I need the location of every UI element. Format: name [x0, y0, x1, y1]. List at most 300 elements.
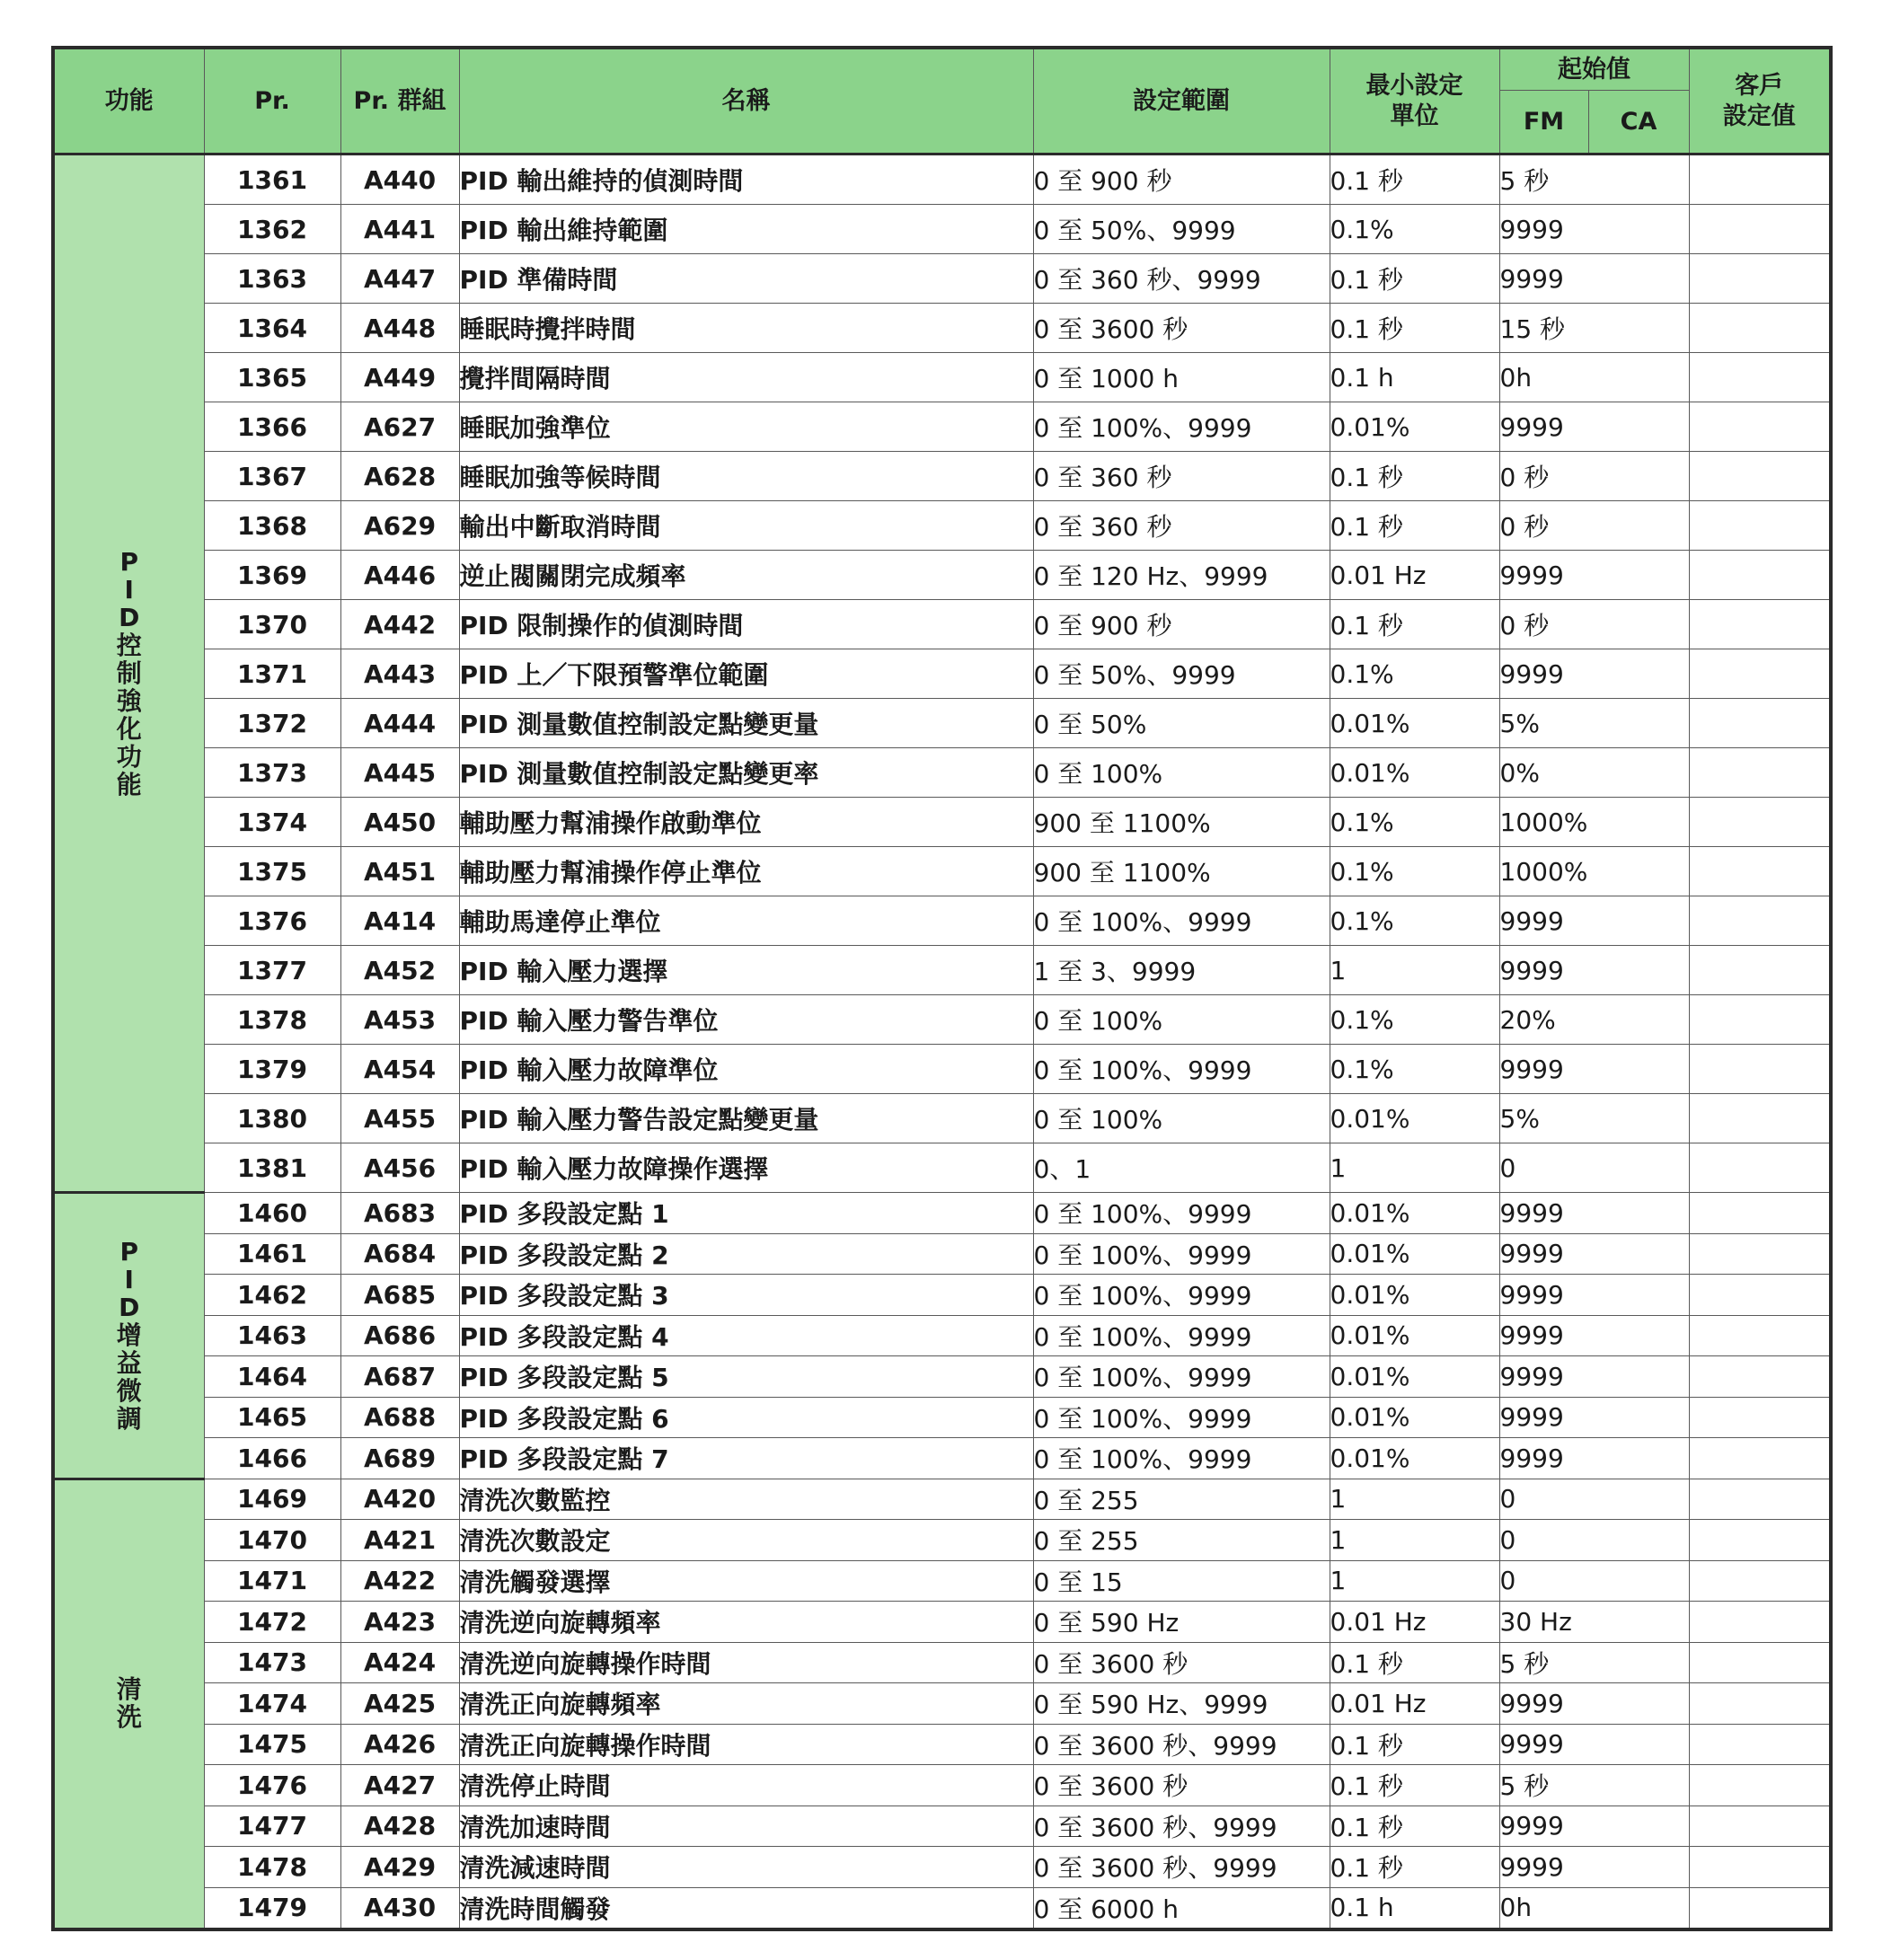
initial-cell: 0 秒 [1499, 501, 1689, 551]
group-cell: A451 [340, 847, 459, 896]
name-cell: 睡眠加強等候時間 [459, 452, 1033, 501]
group-cell: A686 [340, 1315, 459, 1356]
header-min-unit-line2: 單位 [1390, 102, 1439, 130]
table-row [53, 1887, 1831, 1929]
group-cell: A420 [340, 1479, 459, 1520]
unit-cell: 0.01% [1330, 1094, 1499, 1143]
customer-setting-cell[interactable] [1689, 1887, 1831, 1929]
range-cell: 0 至 100% [1033, 748, 1330, 798]
unit-cell: 0.1 秒 [1330, 452, 1499, 501]
table-row [53, 649, 1831, 699]
customer-setting-cell[interactable] [1689, 452, 1831, 501]
table-row [53, 254, 1831, 304]
initial-cell: 9999 [1499, 1045, 1689, 1094]
initial-cell: 9999 [1499, 1233, 1689, 1275]
table-row [53, 946, 1831, 995]
parameter-table [51, 46, 1833, 1931]
header-initial: 起始值 [1499, 48, 1689, 91]
pr-cell: 1474 [204, 1683, 340, 1725]
range-cell: 0 至 3600 秒、9999 [1033, 1805, 1330, 1847]
table-row [53, 798, 1831, 847]
range-cell: 0 至 50%、9999 [1033, 205, 1330, 254]
group-cell: A628 [340, 452, 459, 501]
header-min-unit [1330, 48, 1499, 155]
unit-cell: 0.1 秒 [1330, 304, 1499, 353]
unit-cell: 0.01% [1330, 1356, 1499, 1398]
customer-setting-cell[interactable] [1689, 1560, 1831, 1602]
customer-setting-cell[interactable] [1689, 1479, 1831, 1520]
table-row [53, 1560, 1831, 1602]
unit-cell: 0.01% [1330, 1397, 1499, 1438]
range-cell: 900 至 1100% [1033, 847, 1330, 896]
table-row [53, 1193, 1831, 1234]
group-cell: A446 [340, 551, 459, 600]
name-cell: PID 多段設定點 6 [459, 1397, 1033, 1438]
name-cell: 攪拌間隔時間 [459, 353, 1033, 402]
group-cell: A442 [340, 600, 459, 649]
customer-setting-cell[interactable] [1689, 1315, 1831, 1356]
name-cell: 輔助壓力幫浦操作啟動準位 [459, 798, 1033, 847]
group-cell: A443 [340, 649, 459, 699]
table-row [53, 995, 1831, 1045]
header-customer [1689, 48, 1831, 155]
table-row [53, 1143, 1831, 1193]
customer-setting-cell[interactable] [1689, 649, 1831, 699]
range-cell: 0 至 360 秒、9999 [1033, 254, 1330, 304]
group-cell: A448 [340, 304, 459, 353]
table-row [53, 1275, 1831, 1316]
group-cell: A684 [340, 1233, 459, 1275]
range-cell: 0 至 360 秒 [1033, 452, 1330, 501]
customer-setting-cell[interactable] [1689, 1193, 1831, 1234]
initial-cell: 9999 [1499, 1193, 1689, 1234]
header-customer-line2: 設定值 [1722, 102, 1796, 130]
unit-cell: 0.01% [1330, 1193, 1499, 1234]
table-row [53, 1602, 1831, 1643]
name-cell: PID 多段設定點 1 [459, 1193, 1033, 1234]
pr-cell: 1361 [204, 155, 340, 205]
table-header [53, 48, 1831, 155]
name-cell: 清洗觸發選擇 [459, 1560, 1033, 1602]
unit-cell: 0.1% [1330, 896, 1499, 946]
table-row [53, 1438, 1831, 1479]
unit-cell: 1 [1330, 1479, 1499, 1520]
range-cell: 0 至 50%、9999 [1033, 649, 1330, 699]
range-cell: 0、1 [1033, 1143, 1330, 1193]
unit-cell: 0.01% [1330, 699, 1499, 748]
initial-cell: 5 秒 [1499, 1765, 1689, 1806]
initial-cell: 20% [1499, 995, 1689, 1045]
range-cell: 0 至 100%、9999 [1033, 402, 1330, 452]
initial-cell: 0 [1499, 1560, 1689, 1602]
pr-cell: 1379 [204, 1045, 340, 1094]
customer-setting-cell[interactable] [1689, 353, 1831, 402]
pr-cell: 1380 [204, 1094, 340, 1143]
customer-setting-cell[interactable] [1689, 1602, 1831, 1643]
group-cell: A683 [340, 1193, 459, 1234]
customer-setting-cell[interactable] [1689, 1275, 1831, 1316]
pr-cell: 1477 [204, 1805, 340, 1847]
initial-cell: 9999 [1499, 1275, 1689, 1316]
pr-cell: 1373 [204, 748, 340, 798]
initial-cell: 0 [1499, 1520, 1689, 1561]
pr-cell: 1469 [204, 1479, 340, 1520]
name-cell: 清洗正向旋轉頻率 [459, 1683, 1033, 1725]
unit-cell: 1 [1330, 1520, 1499, 1561]
group-cell: A629 [340, 501, 459, 551]
initial-cell: 0 [1499, 1143, 1689, 1193]
table-row [53, 1479, 1831, 1520]
section-pid-gain [53, 1193, 1831, 1479]
group-cell: A445 [340, 748, 459, 798]
range-cell: 0 至 3600 秒 [1033, 304, 1330, 353]
group-cell: A689 [340, 1438, 459, 1479]
initial-cell: 9999 [1499, 946, 1689, 995]
initial-cell: 5 秒 [1499, 155, 1689, 205]
range-cell: 0 至 3600 秒 [1033, 1765, 1330, 1806]
name-cell: PID 多段設定點 4 [459, 1315, 1033, 1356]
range-cell: 0 至 3600 秒、9999 [1033, 1847, 1330, 1888]
unit-cell: 0.1 秒 [1330, 1847, 1499, 1888]
section-label-text: PID 控制強化功能 [116, 546, 142, 799]
unit-cell: 0.1 秒 [1330, 1724, 1499, 1765]
customer-setting-cell[interactable] [1689, 402, 1831, 452]
table-row [53, 1397, 1831, 1438]
initial-cell: 9999 [1499, 205, 1689, 254]
range-cell: 0 至 360 秒 [1033, 501, 1330, 551]
table-row [53, 1094, 1831, 1143]
range-cell: 0 至 50% [1033, 699, 1330, 748]
range-cell: 0 至 900 秒 [1033, 600, 1330, 649]
customer-setting-cell[interactable] [1689, 1397, 1831, 1438]
pr-cell: 1381 [204, 1143, 340, 1193]
unit-cell: 0.01% [1330, 1275, 1499, 1316]
name-cell: PID 多段設定點 5 [459, 1356, 1033, 1398]
range-cell: 0 至 120 Hz、9999 [1033, 551, 1330, 600]
group-cell: A427 [340, 1765, 459, 1806]
customer-setting-cell[interactable] [1689, 1724, 1831, 1765]
table-row [53, 402, 1831, 452]
table-row [53, 1805, 1831, 1847]
customer-setting-cell[interactable] [1689, 1847, 1831, 1888]
name-cell: 清洗逆向旋轉頻率 [459, 1602, 1033, 1643]
initial-cell: 9999 [1499, 1356, 1689, 1398]
table-row [53, 600, 1831, 649]
customer-setting-cell[interactable] [1689, 1520, 1831, 1561]
pr-cell: 1464 [204, 1356, 340, 1398]
unit-cell: 0.1 h [1330, 353, 1499, 402]
customer-setting-cell[interactable] [1689, 600, 1831, 649]
name-cell: PID 輸入壓力警告設定點變更量 [459, 1094, 1033, 1143]
initial-cell: 15 秒 [1499, 304, 1689, 353]
name-cell: PID 多段設定點 7 [459, 1438, 1033, 1479]
group-cell: A441 [340, 205, 459, 254]
group-cell: A444 [340, 699, 459, 748]
pr-cell: 1478 [204, 1847, 340, 1888]
pr-cell: 1463 [204, 1315, 340, 1356]
group-cell: A422 [340, 1560, 459, 1602]
customer-setting-cell[interactable] [1689, 896, 1831, 946]
name-cell: 輔助壓力幫浦操作停止準位 [459, 847, 1033, 896]
name-cell: 輔助馬達停止準位 [459, 896, 1033, 946]
name-cell: PID 輸入壓力故障操作選擇 [459, 1143, 1033, 1193]
section-label-text: PID 增益微調 [116, 1236, 142, 1434]
section-label [53, 1193, 204, 1479]
group-cell: A429 [340, 1847, 459, 1888]
name-cell: 清洗次數設定 [459, 1520, 1033, 1561]
customer-setting-cell[interactable] [1689, 1642, 1831, 1683]
customer-setting-cell[interactable] [1689, 155, 1831, 205]
unit-cell: 0.01% [1330, 1438, 1499, 1479]
group-cell: A685 [340, 1275, 459, 1316]
group-cell: A450 [340, 798, 459, 847]
unit-cell: 0.1% [1330, 205, 1499, 254]
pr-cell: 1364 [204, 304, 340, 353]
range-cell: 0 至 100%、9999 [1033, 1397, 1330, 1438]
name-cell: PID 準備時間 [459, 254, 1033, 304]
name-cell: 清洗時間觸發 [459, 1887, 1033, 1929]
group-cell: A425 [340, 1683, 459, 1725]
customer-setting-cell[interactable] [1689, 1438, 1831, 1479]
unit-cell: 0.1 秒 [1330, 1805, 1499, 1847]
range-cell: 0 至 100%、9999 [1033, 1438, 1330, 1479]
table-row [53, 1765, 1831, 1806]
customer-setting-cell[interactable] [1689, 847, 1831, 896]
group-cell: A447 [340, 254, 459, 304]
unit-cell: 0.01% [1330, 748, 1499, 798]
initial-cell: 0 秒 [1499, 600, 1689, 649]
group-cell: A440 [340, 155, 459, 205]
pr-cell: 1374 [204, 798, 340, 847]
unit-cell: 1 [1330, 1143, 1499, 1193]
initial-cell: 9999 [1499, 1397, 1689, 1438]
pr-cell: 1466 [204, 1438, 340, 1479]
name-cell: 清洗逆向旋轉操作時間 [459, 1642, 1033, 1683]
pr-cell: 1366 [204, 402, 340, 452]
pr-cell: 1465 [204, 1397, 340, 1438]
customer-setting-cell[interactable] [1689, 1683, 1831, 1725]
customer-setting-cell[interactable] [1689, 1356, 1831, 1398]
unit-cell: 1 [1330, 946, 1499, 995]
customer-setting-cell[interactable] [1689, 1045, 1831, 1094]
name-cell: 睡眠時攪拌時間 [459, 304, 1033, 353]
pr-cell: 1365 [204, 353, 340, 402]
pr-cell: 1363 [204, 254, 340, 304]
unit-cell: 1 [1330, 1560, 1499, 1602]
customer-setting-cell[interactable] [1689, 1143, 1831, 1193]
unit-cell: 0.1 秒 [1330, 254, 1499, 304]
pr-cell: 1376 [204, 896, 340, 946]
initial-cell: 9999 [1499, 1683, 1689, 1725]
unit-cell: 0.01% [1330, 1315, 1499, 1356]
unit-cell: 0.1 秒 [1330, 1765, 1499, 1806]
group-cell: A423 [340, 1602, 459, 1643]
initial-cell: 5 秒 [1499, 1642, 1689, 1683]
name-cell: PID 輸出維持的偵測時間 [459, 155, 1033, 205]
initial-cell: 0 秒 [1499, 452, 1689, 501]
unit-cell: 0.01% [1330, 1233, 1499, 1275]
range-cell: 0 至 100%、9999 [1033, 896, 1330, 946]
section-pid-enhanced [53, 155, 1831, 1193]
header-group: Pr. 群組 [340, 48, 459, 155]
header-name: 名稱 [459, 48, 1033, 155]
table-row [53, 847, 1831, 896]
customer-setting-cell[interactable] [1689, 205, 1831, 254]
pr-cell: 1378 [204, 995, 340, 1045]
group-cell: A426 [340, 1724, 459, 1765]
name-cell: PID 多段設定點 3 [459, 1275, 1033, 1316]
customer-setting-cell[interactable] [1689, 551, 1831, 600]
name-cell: PID 輸入壓力警告準位 [459, 995, 1033, 1045]
initial-cell: 9999 [1499, 551, 1689, 600]
name-cell: 逆止閥關閉完成頻率 [459, 551, 1033, 600]
group-cell: A627 [340, 402, 459, 452]
group-cell: A454 [340, 1045, 459, 1094]
section-label-text: 清洗 [116, 1674, 142, 1733]
header-func: 功能 [53, 48, 204, 155]
initial-cell: 9999 [1499, 1438, 1689, 1479]
pr-cell: 1476 [204, 1765, 340, 1806]
name-cell: 睡眠加強準位 [459, 402, 1033, 452]
initial-cell: 9999 [1499, 1724, 1689, 1765]
unit-cell: 0.01 Hz [1330, 1602, 1499, 1643]
unit-cell: 0.1% [1330, 798, 1499, 847]
unit-cell: 0.1 秒 [1330, 155, 1499, 205]
table-row [53, 304, 1831, 353]
customer-setting-cell[interactable] [1689, 1805, 1831, 1847]
unit-cell: 0.1 秒 [1330, 600, 1499, 649]
range-cell: 0 至 15 [1033, 1560, 1330, 1602]
range-cell: 0 至 100%、9999 [1033, 1315, 1330, 1356]
name-cell: 清洗正向旋轉操作時間 [459, 1724, 1033, 1765]
name-cell: PID 限制操作的偵測時間 [459, 600, 1033, 649]
range-cell: 0 至 590 Hz、9999 [1033, 1683, 1330, 1725]
customer-setting-cell[interactable] [1689, 798, 1831, 847]
pr-cell: 1460 [204, 1193, 340, 1234]
section-label [53, 155, 204, 1193]
range-cell: 0 至 900 秒 [1033, 155, 1330, 205]
name-cell: PID 測量數值控制設定點變更量 [459, 699, 1033, 748]
initial-cell: 0h [1499, 353, 1689, 402]
pr-cell: 1462 [204, 1275, 340, 1316]
group-cell: A456 [340, 1143, 459, 1193]
customer-setting-cell[interactable] [1689, 748, 1831, 798]
name-cell: 輸出中斷取消時間 [459, 501, 1033, 551]
table-row [53, 501, 1831, 551]
customer-setting-cell[interactable] [1689, 1094, 1831, 1143]
customer-setting-cell[interactable] [1689, 1765, 1831, 1806]
table-row [53, 1520, 1831, 1561]
group-cell: A453 [340, 995, 459, 1045]
initial-cell: 5% [1499, 699, 1689, 748]
pr-cell: 1368 [204, 501, 340, 551]
unit-cell: 0.1 秒 [1330, 1642, 1499, 1683]
initial-cell: 9999 [1499, 254, 1689, 304]
section-label [53, 1479, 204, 1929]
customer-setting-cell[interactable] [1689, 946, 1831, 995]
name-cell: PID 多段設定點 2 [459, 1233, 1033, 1275]
table-row [53, 1847, 1831, 1888]
range-cell: 0 至 255 [1033, 1520, 1330, 1561]
header-pr: Pr. [204, 48, 340, 155]
customer-setting-cell[interactable] [1689, 1233, 1831, 1275]
pr-cell: 1370 [204, 600, 340, 649]
group-cell: A430 [340, 1887, 459, 1929]
table-row [53, 1315, 1831, 1356]
table-row [53, 1233, 1831, 1275]
range-cell: 0 至 255 [1033, 1479, 1330, 1520]
name-cell: PID 輸出維持範圍 [459, 205, 1033, 254]
pr-cell: 1375 [204, 847, 340, 896]
pr-cell: 1367 [204, 452, 340, 501]
table-row [53, 1045, 1831, 1094]
group-cell: A688 [340, 1397, 459, 1438]
unit-cell: 0.1% [1330, 847, 1499, 896]
group-cell: A687 [340, 1356, 459, 1398]
table-row [53, 1683, 1831, 1725]
pr-cell: 1369 [204, 551, 340, 600]
initial-cell: 9999 [1499, 1805, 1689, 1847]
range-cell: 0 至 100%、9999 [1033, 1193, 1330, 1234]
initial-cell: 0% [1499, 748, 1689, 798]
range-cell: 0 至 100% [1033, 1094, 1330, 1143]
pr-cell: 1362 [204, 205, 340, 254]
table-row [53, 452, 1831, 501]
range-cell: 0 至 3600 秒 [1033, 1642, 1330, 1683]
initial-cell: 1000% [1499, 798, 1689, 847]
initial-cell: 9999 [1499, 402, 1689, 452]
group-cell: A421 [340, 1520, 459, 1561]
initial-cell: 9999 [1499, 896, 1689, 946]
range-cell: 0 至 3600 秒、9999 [1033, 1724, 1330, 1765]
customer-setting-cell[interactable] [1689, 501, 1831, 551]
name-cell: 清洗加速時間 [459, 1805, 1033, 1847]
initial-cell: 30 Hz [1499, 1602, 1689, 1643]
range-cell: 900 至 1100% [1033, 798, 1330, 847]
pr-cell: 1470 [204, 1520, 340, 1561]
table-row [53, 155, 1831, 205]
section-cleaning [53, 1479, 1831, 1929]
unit-cell: 0.1 h [1330, 1887, 1499, 1929]
unit-cell: 0.1% [1330, 995, 1499, 1045]
initial-cell: 1000% [1499, 847, 1689, 896]
pr-cell: 1479 [204, 1887, 340, 1929]
pr-cell: 1475 [204, 1724, 340, 1765]
pr-cell: 1473 [204, 1642, 340, 1683]
table-row [53, 699, 1831, 748]
unit-cell: 0.01% [1330, 402, 1499, 452]
unit-cell: 0.1% [1330, 649, 1499, 699]
header-range: 設定範圍 [1033, 48, 1330, 155]
unit-cell: 0.01 Hz [1330, 551, 1499, 600]
table-row [53, 205, 1831, 254]
initial-cell: 5% [1499, 1094, 1689, 1143]
customer-setting-cell[interactable] [1689, 995, 1831, 1045]
header-fm: FM [1499, 91, 1588, 155]
customer-setting-cell[interactable] [1689, 304, 1831, 353]
pr-cell: 1471 [204, 1560, 340, 1602]
range-cell: 0 至 1000 h [1033, 353, 1330, 402]
pr-cell: 1377 [204, 946, 340, 995]
group-cell: A452 [340, 946, 459, 995]
name-cell: 清洗次數監控 [459, 1479, 1033, 1520]
range-cell: 1 至 3、9999 [1033, 946, 1330, 995]
name-cell: 清洗減速時間 [459, 1847, 1033, 1888]
customer-setting-cell[interactable] [1689, 254, 1831, 304]
customer-setting-cell[interactable] [1689, 699, 1831, 748]
range-cell: 0 至 100%、9999 [1033, 1233, 1330, 1275]
range-cell: 0 至 590 Hz [1033, 1602, 1330, 1643]
